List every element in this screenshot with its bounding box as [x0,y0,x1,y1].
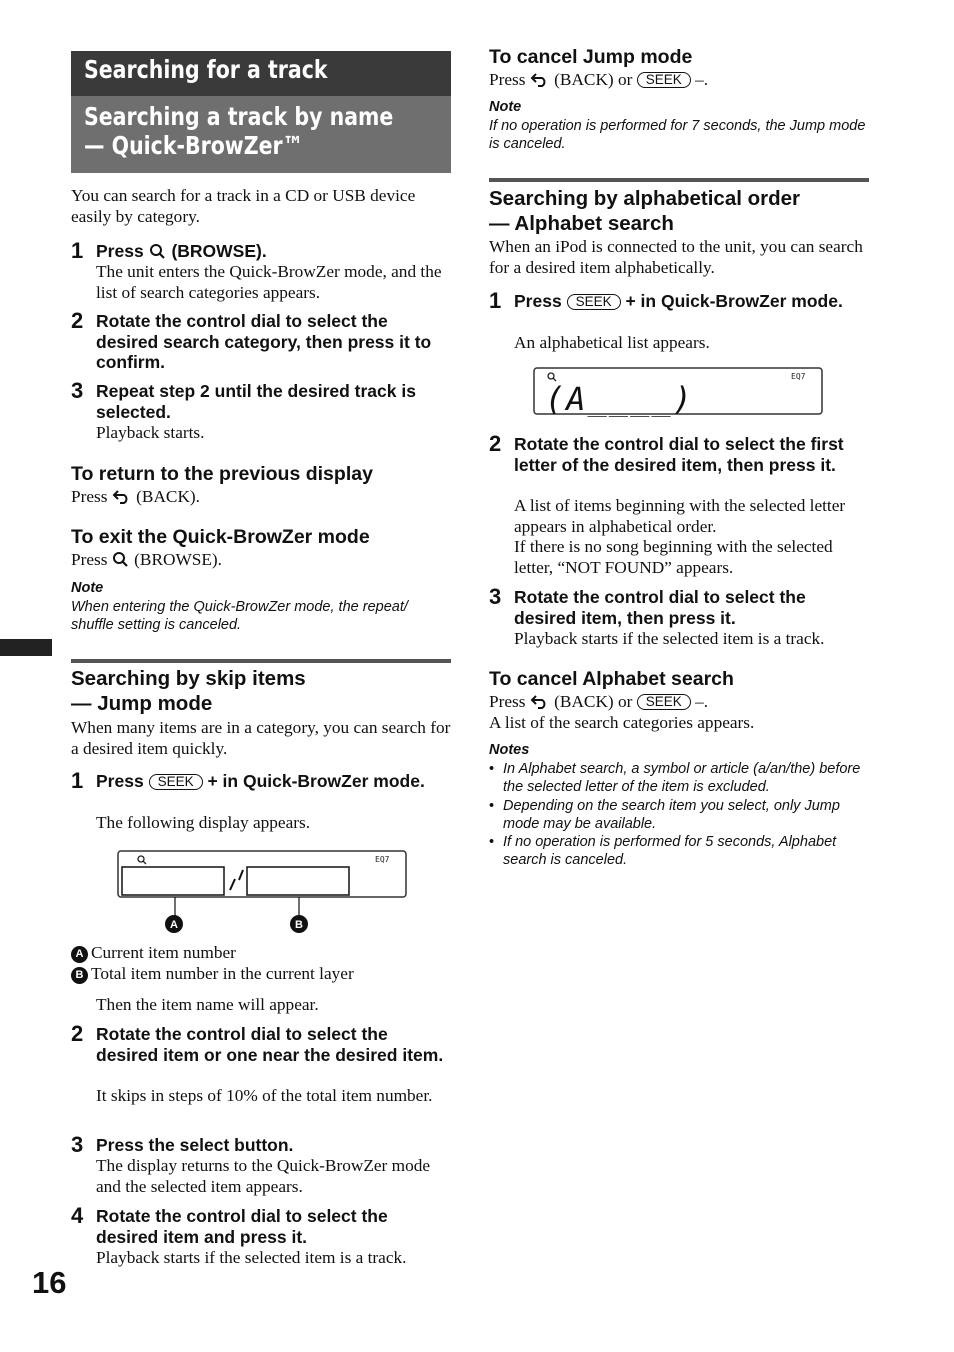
step-body: Playback starts if the selected item is a track. [514,629,825,648]
browse-search-icon [149,243,167,259]
note-text: When entering the Quick-BrowZer mode, the repeat/ shuffle setting is canceled. [71,599,408,634]
alpha-heading-line1: Searching by alphabetical order [489,187,801,210]
alpha-heading-line2: — Alphabet search [489,212,674,235]
step-number: 3 [71,1132,84,1157]
step-number: 1 [71,768,84,793]
callout-a-letter: A [170,919,178,931]
step-title [514,291,869,312]
return-heading: To return to the previous display [71,463,373,485]
jump-mode-display-illustration [117,850,409,936]
return-instruction [71,487,451,508]
step-title-post: + in Quick-BrowZer mode. [207,771,425,791]
page-number: 16 [32,1265,67,1300]
legend-b-text: Total item number in the current layer [91,964,354,983]
step-number: 2 [71,1021,84,1046]
seek-button-label: SEEK [149,774,203,790]
jump-heading-line1: Searching by skip items [71,667,306,690]
alpha-heading [489,186,869,236]
step-number: 1 [489,288,502,313]
step-body-2: If there is no song beginning with the selected letter, “NOT FOUND” appears. [514,537,833,577]
seek-button-label: SEEK [637,694,691,710]
jump-step-3 [71,1132,451,1202]
step-title: Rotate the control dial to select the desired item and press it. [96,1206,388,1247]
browse-step-1 [71,238,451,308]
legend-a-text: Current item number [91,943,236,962]
note-label: Note [489,99,522,115]
exit-pre: Press [71,550,108,569]
exit-post: (BROWSE). [134,550,222,569]
callout-b-letter: B [295,919,303,931]
return-pre: Press [71,487,108,506]
alpha-step-3 [489,584,869,654]
section-rule [71,659,451,663]
section-rule [489,178,869,182]
back-icon [112,490,132,504]
legend-b-marker: B [71,967,88,984]
cancel-jump-pre: Press [489,70,526,89]
step-title: Press the select button. [96,1135,294,1155]
jump-step-2 [71,1021,451,1131]
note-text: If no operation is performed for 7 seconds, the Jump mode is canceled. [489,118,866,153]
step-title: Repeat step 2 until the desired track is selected. [96,381,416,422]
jump-heading [71,666,451,716]
step-title-pre: Press [96,771,144,791]
exit-instruction [71,550,451,571]
alpha-step-2 [489,431,869,581]
display-eq-indicator: EQ7 [791,372,806,381]
step-number: 2 [71,308,84,333]
list-item: • If no operation is performed for 5 seconds, Alphabet search is canceled. [489,833,869,870]
cancel-jump-heading: To cancel Jump mode [489,46,693,68]
browse-step-3 [71,378,451,448]
step-body: It skips in steps of 10% of the total item number. [96,1086,433,1105]
return-post: (BACK). [136,487,200,506]
cancel-alpha-heading: To cancel Alphabet search [489,668,734,690]
jump-step-4 [71,1203,451,1273]
note-label: Note [71,580,104,596]
seek-button-label: SEEK [567,294,621,310]
alpha-intro: When an iPod is connected to the unit, you can search for a desired item alphabetically. [489,237,863,277]
step-body: Playback starts. [96,423,205,442]
cancel-alpha-pre: Press [489,692,526,711]
legend-a [71,943,451,964]
alpha-step-1 [489,288,869,358]
seek-button-label: SEEK [637,72,691,88]
cancel-alpha-body: A list of the search categories appears. [489,713,755,732]
section-tab-marker [0,639,52,656]
step-body: The following display appears. [96,813,311,832]
cancel-jump-instruction [489,70,869,91]
step-number: 4 [71,1203,84,1228]
intro-paragraph: You can search for a track in a CD or USB device easily by category. [71,186,416,226]
subsection-banner [71,96,451,173]
step-body: An alphabetical list appears. [514,333,710,352]
jump-intro: When many items are in a category, you can search for a desired item quickly. [71,718,451,758]
back-icon [530,695,550,709]
banner-subtitle-line2: — Quick-BrowZer™ [84,131,304,160]
display-alphabet-text: (A____) [545,380,694,417]
cancel-alpha-instruction [489,692,869,713]
step-title: Rotate the control dial to select the desired item or one near the desired item. [96,1024,444,1065]
step-title: Rotate the control dial to select the desired search category, then press it to confirm. [96,311,432,372]
current-item-field [122,867,224,895]
step-body: Playback starts if the selected item is a track. [96,1248,407,1267]
cancel-alpha-post: –. [695,692,709,711]
browse-step-2 [71,308,451,378]
step-number: 1 [71,238,84,263]
notes-label: Notes [489,742,530,758]
cancel-jump-post: –. [695,70,709,89]
section-banner [71,51,451,96]
step-title: Rotate the control dial to select the first letter of the desired item, then press it. [514,434,844,475]
list-item: • Depending on the search item you select, only Jump mode may be available. [489,797,869,834]
notes-list [489,760,869,870]
step-title: Rotate the control dial to select the desired item, then press it. [514,587,806,628]
browse-search-icon [112,551,130,567]
step-number: 3 [489,584,502,609]
alphabet-display-illustration [533,367,825,417]
legend-a-marker: A [71,946,88,963]
jump-heading-line2: — Jump mode [71,692,213,715]
step-title-post: (BROWSE). [171,241,267,261]
exit-heading: To exit the Quick-BrowZer mode [71,526,370,548]
step-title [96,241,451,262]
banner-title: Searching for a track [84,55,328,84]
legend-b [71,964,451,985]
step-number: 3 [71,378,84,403]
step-body: A list of items beginning with the selected letter appears in alphabetical order. [514,496,846,536]
display-eq-indicator: EQ7 [375,855,390,864]
list-item: • In Alphabet search, a symbol or article (a/an/the) before the selected letter of the item is excluded. [489,760,869,797]
step-title [96,771,451,792]
back-icon [530,73,550,87]
step-title-post: + in Quick-BrowZer mode. [625,291,843,311]
step-body: The display returns to the Quick-BrowZer mode and the selected item appears. [96,1156,431,1196]
then-text: Then the item name will appear. [96,995,319,1014]
cancel-alpha-mid: (BACK) or [554,692,633,711]
step-title-pre: Press [96,241,144,261]
step-body: The unit enters the Quick-BrowZer mode, and the list of search categories appears. [96,262,442,302]
banner-subtitle-line1: Searching a track by name [84,102,394,131]
step-number: 2 [489,431,502,456]
jump-step-1 [71,768,451,838]
total-item-field [247,867,349,895]
step-title-pre: Press [514,291,562,311]
cancel-jump-mid: (BACK) or [554,70,633,89]
